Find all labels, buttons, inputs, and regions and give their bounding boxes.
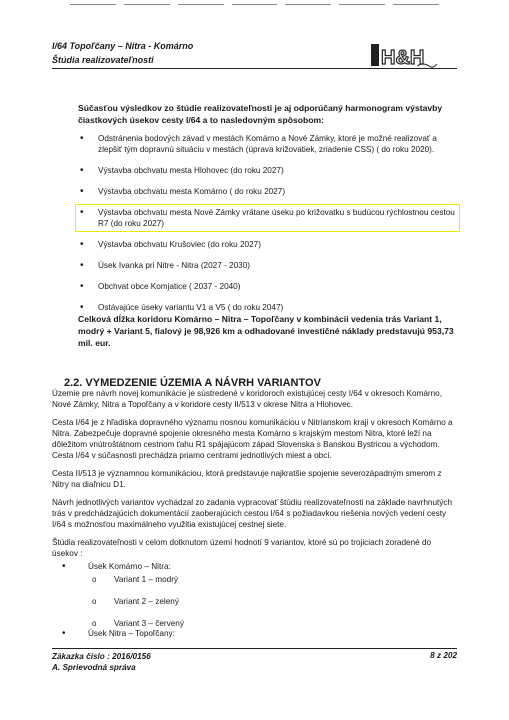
list-item-highlighted: • Výstavba obchvatu mesta Nové Zámky vrátane úseku po križovatku s budúcou rýchlostnou cestou R7 (do roku 2027) — [78, 207, 457, 229]
page-number: 8 z 202 — [430, 651, 457, 660]
company-logo — [369, 40, 439, 72]
logo-text: H&H — [381, 47, 425, 69]
list-item: • Výstavba obchvatu mesta Hlohovec (do roku 2027) — [78, 165, 457, 176]
order-number: Zákazka číslo : 2016/0156 — [52, 652, 151, 661]
paragraph-variants-count: Štúdia realizovateľnosti v celom dotknutom území hodnotí 9 variantov, ktoré sú po trojiciach zoradené do úsekov : — [52, 538, 432, 558]
header-title: I/64 Topoľčany – Nitra - Komárno — [52, 41, 194, 51]
intro-paragraph: Súčasťou výsledkov zo štúdie realizovateľnosti je aj odporúčaný harmonogram výstavby čiastkových úsekov cesty I/64 a to nasledovným spôsobom: — [78, 103, 443, 125]
list-item: • Obchvat obce Komjatice ( 2037 - 2040) — [78, 281, 457, 292]
section-heading: 2.2. VYMEDZENIE ÚZEMIA A NÁVRH VARIANTOV — [64, 377, 321, 389]
top-edge-dashes — [70, 4, 439, 6]
footer-left — [52, 651, 151, 673]
list-item: o Variant 3 – červený — [52, 618, 457, 629]
schedule-list — [78, 133, 457, 323]
list-item: • Úsek Ivanka pri Nitre - Nitra (2027 - 2030) — [78, 260, 457, 271]
paragraph-road-ii513: Cesta II/513 je významnou komunikáciou, ktorá predstavuje najkratšie spojenie severozápadným smerom z Nitry na diaľnicu D1. — [52, 469, 442, 489]
list-item: • Odstránenia bodových závad v mestách Komárno a Nové Zámky, ktoré je možné realizovať a zlepšiť tým dopravnú situáciu v mestách (úprava križovatiek, zriadenie CSS) ( do roku 2020). — [78, 133, 457, 155]
report-name: A. Sprievodná správa — [52, 663, 136, 672]
list-item: • Výstavba obchvatu mesta Komárno ( do roku 2027) — [78, 186, 457, 197]
list-item: o Variant 1 – modrý — [52, 574, 457, 585]
header-subtitle: Štúdia realizovateľnosti — [52, 55, 154, 65]
paragraph-road-i64: Cesta I/64 je z hľadiska dopravného významu nosnou komunikáciou v Nitrianskom kraji v okresoch Komárno a Nitra. Zabezpečuje dopravné spojenie okresného mesta Komárno s krajským mestom Nitra, ktoré leží na dôležitom vnútroštátnom cestnom ťahu R1 spájajúcom západ Slovenska s Banskou Bystricou a východom. Cesta I/64 v súčasnosti prechádza priamo centrami jednotlivých miest a obcí. — [52, 418, 453, 460]
segment-list-1 — [52, 561, 457, 572]
summary-paragraph: Celková dĺžka koridoru Komárno – Nitra – Topoľčany v kombinácii vedenia trás Variant 1, modrý + Variant 5, fialový je 98,926 km a odhadované investičné náklady predstavujú 953,73 mil. eur. — [78, 314, 454, 348]
paragraph-territory: Územie pre návrh novej komunikácie je sústredené v koridoroch existujúcej cesty I/64 v okresoch Komárno, Nové Zámky, Nitra a Topoľčany a v koridore cesty II/513 v okrese Nitra a Hlohovec. — [52, 389, 443, 409]
list-item: • Úsek Komárno – Nitra: — [52, 561, 457, 572]
list-item: • Ostávajúce úseky variantu V1 a V5 ( do roku 2047) — [78, 302, 457, 313]
footer-divider — [52, 648, 457, 649]
segment-list-2 — [52, 628, 457, 639]
list-item: o Variant 2 – zelený — [52, 596, 457, 607]
list-item: • Výstavba obchvatu Krušoviec (do roku 2027) — [78, 239, 457, 250]
list-item: • Úsek Nitra – Topoľčany: — [52, 628, 457, 639]
paragraph-variants-design: Návrh jednotlivých variantov vychádzal zo zadania vypracovať štúdiu realizovateľnosti na základe navrhnutých trás v predchádzajúcich dokumentácií zaoberajúcich cestou I/64 s požiadavkou riešenia nových vedení cesty I/64 s možnosťou maximálneho využitia existujúcej cestnej siete. — [52, 498, 453, 529]
